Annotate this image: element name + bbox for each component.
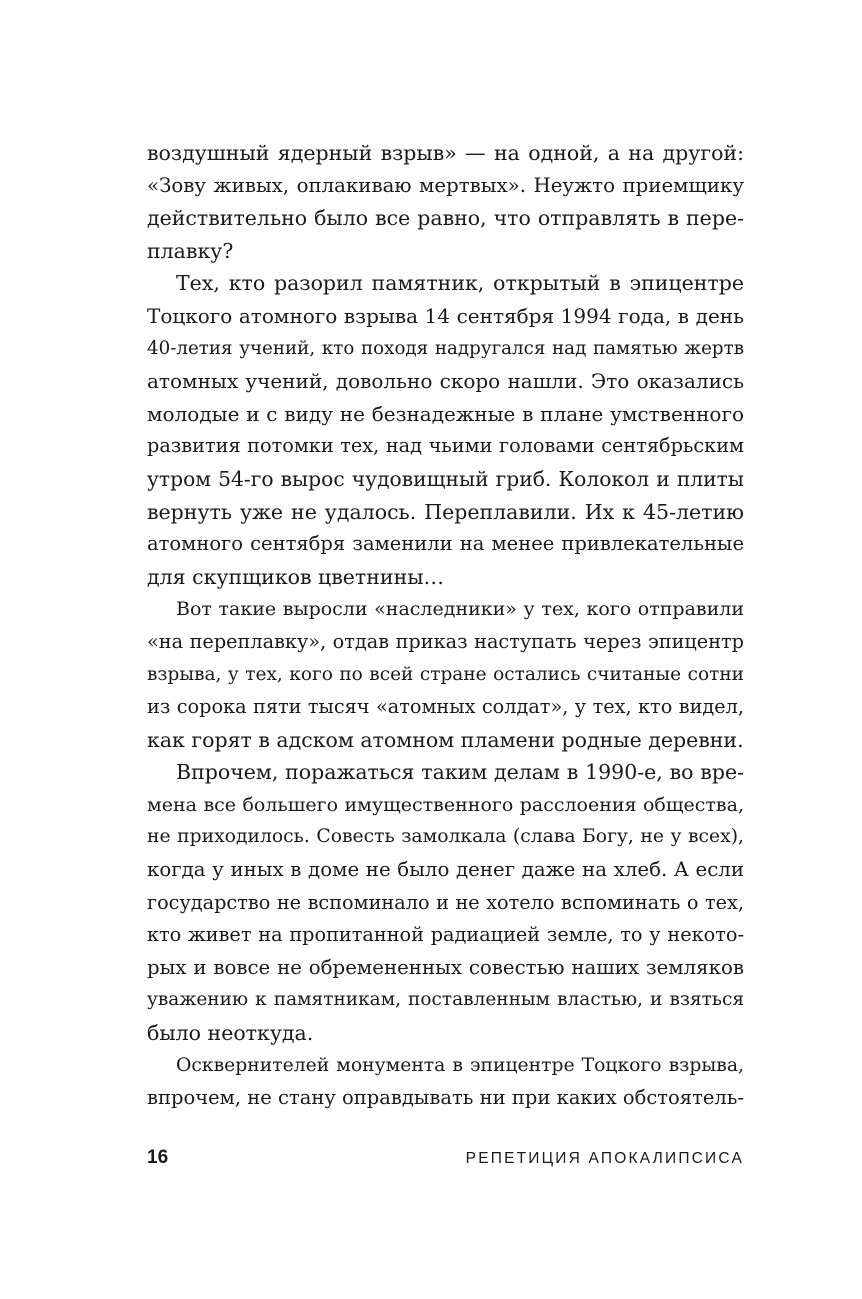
text-line: как горят в адском атомном пламени родные деревни. [147, 727, 744, 752]
text-line: Вот такие выросли «наследники» у тех, кого отправили [176, 598, 744, 621]
text-line: не приходилось. Совесть замолкала (слава Богу, не у всех), [147, 826, 744, 848]
text-line: «Зову живых, оплакиваю мертвых». Неужто приемщику [147, 173, 744, 197]
text-line: «на переплавку», отдав приказ наступать через эпицентр [147, 629, 744, 653]
text-line: кто живет на пропитанной радиацией земле, то у некото- [147, 923, 744, 947]
text-line: воздушный ядерный взрыв» — на одной, а на другой: [147, 141, 744, 165]
text-line: атомного сентября заменили на менее привлекательные [147, 532, 744, 556]
paragraph [147, 756, 744, 1049]
page-footer [147, 1147, 744, 1169]
running-head: РЕПЕТИЦИЯ АПОКАЛИПСИСА [465, 1150, 744, 1167]
text-line: мена все большего имущественного расслоения общества, [147, 793, 744, 816]
text-line: атомных учений, довольно скоро нашли. Это оказались [147, 369, 744, 394]
text-line: для скупщиков цветнины… [147, 564, 445, 589]
page-number: 16 [147, 1147, 169, 1168]
text-line: из сорока пяти тысяч «атомных солдат», у тех, кто видел, [147, 695, 744, 719]
text-line: 40-летия учений, кто походя надругался над памятью жертв [147, 337, 744, 359]
paragraph [147, 267, 744, 593]
text-line: утром 54-го вырос чудовищный гриб. Колокол и плиты [147, 466, 744, 491]
page-body [147, 137, 744, 1115]
text-line: Осквернителей монумента в эпицентре Тоцкого взрыва, [176, 1054, 744, 1076]
text-line: рых и вовсе не обремененных совестью наших земляков [147, 955, 744, 979]
text-line: государство не вспоминало и не хотело вспоминать о тех, [147, 890, 744, 914]
paragraph [147, 593, 744, 756]
text-line: действительно было все равно, что отправлять в пере- [147, 206, 744, 231]
text-line: Впрочем, поражаться таким делам в 1990-е, во вре- [176, 760, 744, 785]
paragraph [147, 137, 744, 267]
text-line: вернуть уже не удалось. Переплавили. Их к 45-летию [147, 499, 744, 524]
text-line: впрочем, не стану оправдывать ни при каких обстоятель- [147, 1086, 744, 1110]
text-line: молодые и с виду не безнадежные в плане умственного [147, 401, 744, 426]
text-line: Тех, кто разорил памятник, открытый в эпицентре [176, 271, 744, 296]
paragraph [147, 1050, 744, 1115]
text-line: когда у иных в доме не было денег даже на хлеб. А если [147, 858, 744, 882]
text-line: было неоткуда. [147, 1021, 314, 1046]
text-line: плавку? [147, 238, 234, 263]
text-line: уважению к памятникам, поставленным властью, и взяться [147, 989, 744, 1011]
text-line: Тоцкого атомного взрыва 14 сентября 1994 года, в день [147, 303, 744, 328]
text-line: взрыва, у тех, кого по всей стране остались считаные сотни [147, 663, 744, 685]
text-line: развития потомки тех, над чьими головами сентябрьским [147, 434, 744, 458]
